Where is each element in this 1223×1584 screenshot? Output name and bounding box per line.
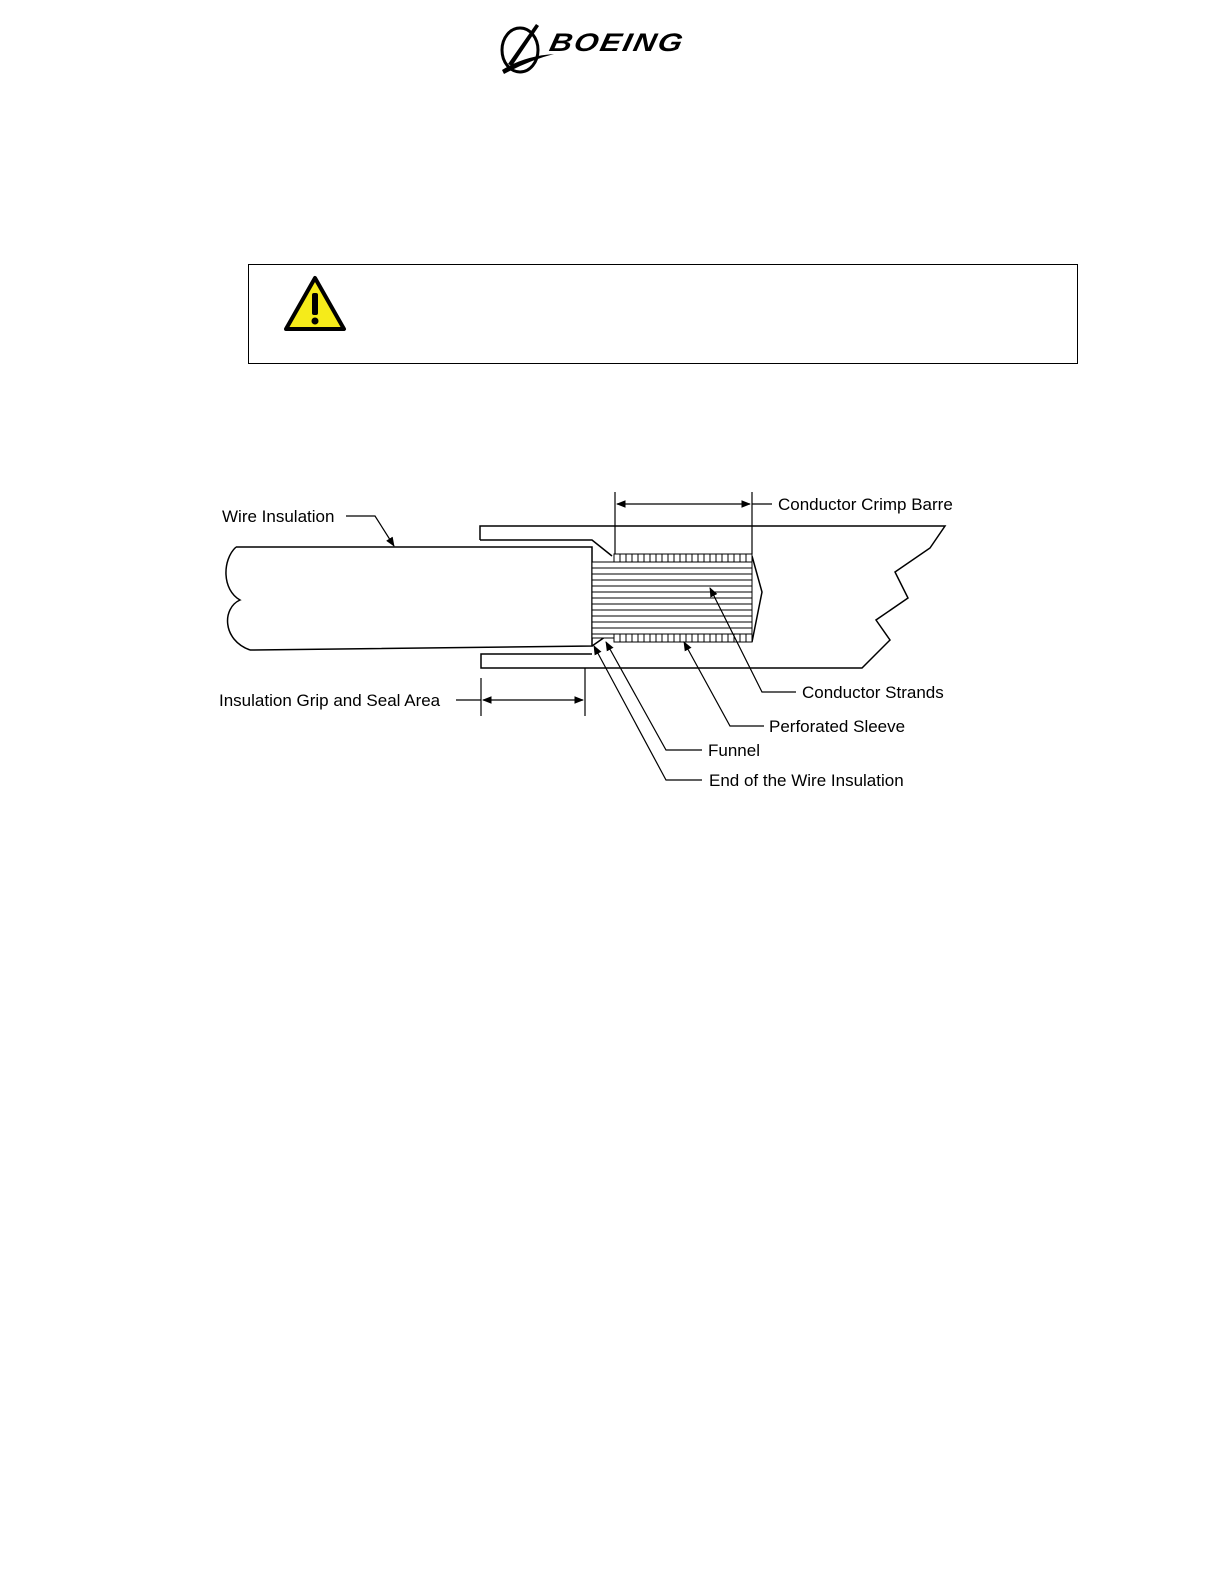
- wire-insulation-leader: [346, 516, 394, 546]
- label-perforated-sleeve: Perforated Sleeve: [769, 717, 906, 736]
- boeing-logo: [496, 20, 728, 78]
- conductor-strands: [592, 556, 762, 642]
- crimp-contact-diagram: [200, 470, 1000, 810]
- label-wire-insulation: Wire Insulation: [222, 507, 335, 526]
- boeing-logo-icon: [496, 20, 556, 78]
- warning-triangle-icon: [283, 275, 347, 333]
- brand-wordmark: BOEING: [547, 28, 688, 57]
- crimp-barrel-dimension: [615, 492, 772, 554]
- label-end-of-wire-insulation: End of the Wire Insulation: [709, 771, 904, 790]
- label-conductor-crimp-barrel: Conductor Crimp Barre: [778, 495, 953, 514]
- wire-body: [226, 547, 592, 650]
- label-conductor-strands: Conductor Strands: [802, 683, 944, 702]
- label-insulation-grip-seal-area: Insulation Grip and Seal Area: [219, 691, 441, 710]
- caution-box: [248, 264, 1078, 364]
- label-funnel: Funnel: [708, 741, 760, 760]
- end-of-insulation-leader: [594, 646, 702, 780]
- perforated-sleeve-leader: [684, 642, 764, 726]
- insulation-grip-dimension: [456, 668, 585, 716]
